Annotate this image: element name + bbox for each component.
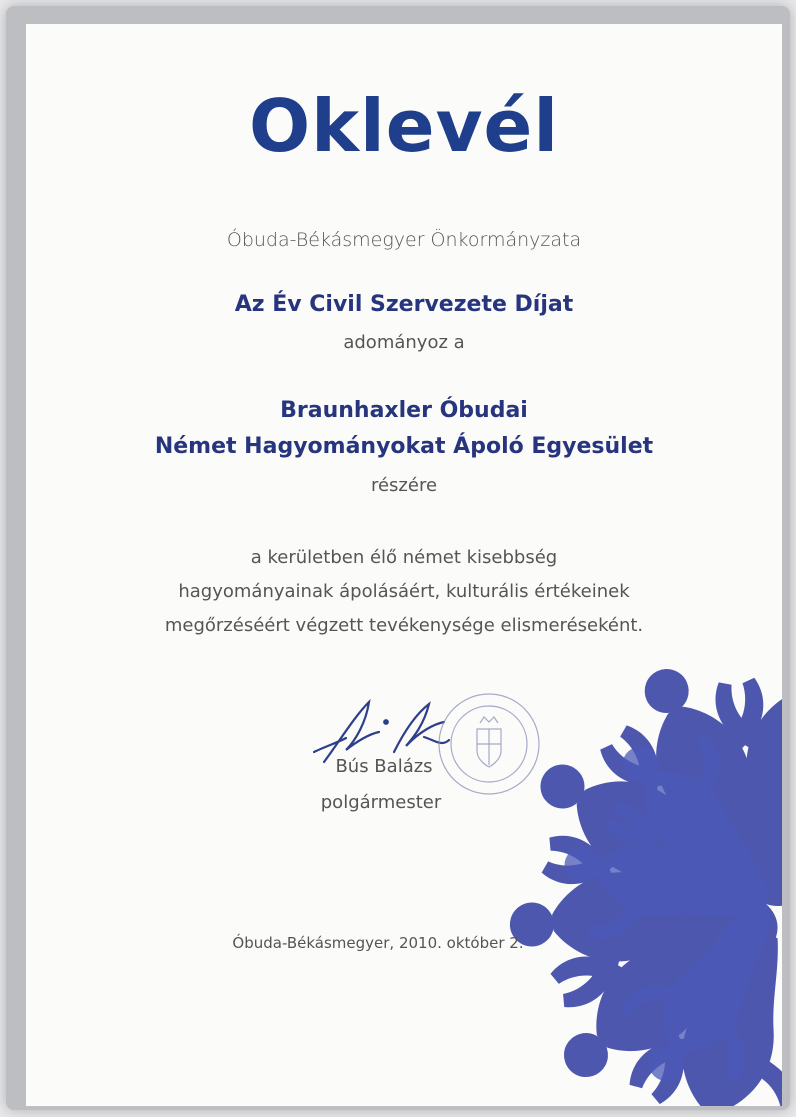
reason-line: a kerületben élő német kisebbség (250, 547, 558, 568)
signatory-title: polgármester (320, 792, 442, 813)
award-reason (26, 541, 782, 643)
award-verb: adományoz a (343, 332, 465, 353)
reason-line: megőrzéséért végzett tevékenysége elismeréseként. (164, 615, 644, 636)
place-and-date: Óbuda-Békásmegyer, 2010. október 2. (232, 934, 524, 952)
certificate-title: Oklevél (248, 84, 560, 168)
certificate-paper (26, 24, 782, 1106)
recipient-line-1: Braunhaxler Óbudai (280, 398, 528, 423)
issuer-name: Óbuda-Békásmegyer Önkormányzata (226, 229, 582, 251)
recipient-line-2: Német Hagyományokat Ápoló Egyesület (154, 434, 654, 459)
certificate-frame (6, 6, 790, 1110)
award-name: Az Év Civil Szervezete Díjat (234, 292, 574, 317)
signatory-name: Bús Balázs (335, 756, 433, 777)
recipient-suffix: részére (370, 475, 438, 496)
official-stamp (434, 689, 544, 799)
reason-line: hagyományainak ápolásáért, kulturális értékeinek (178, 581, 630, 602)
